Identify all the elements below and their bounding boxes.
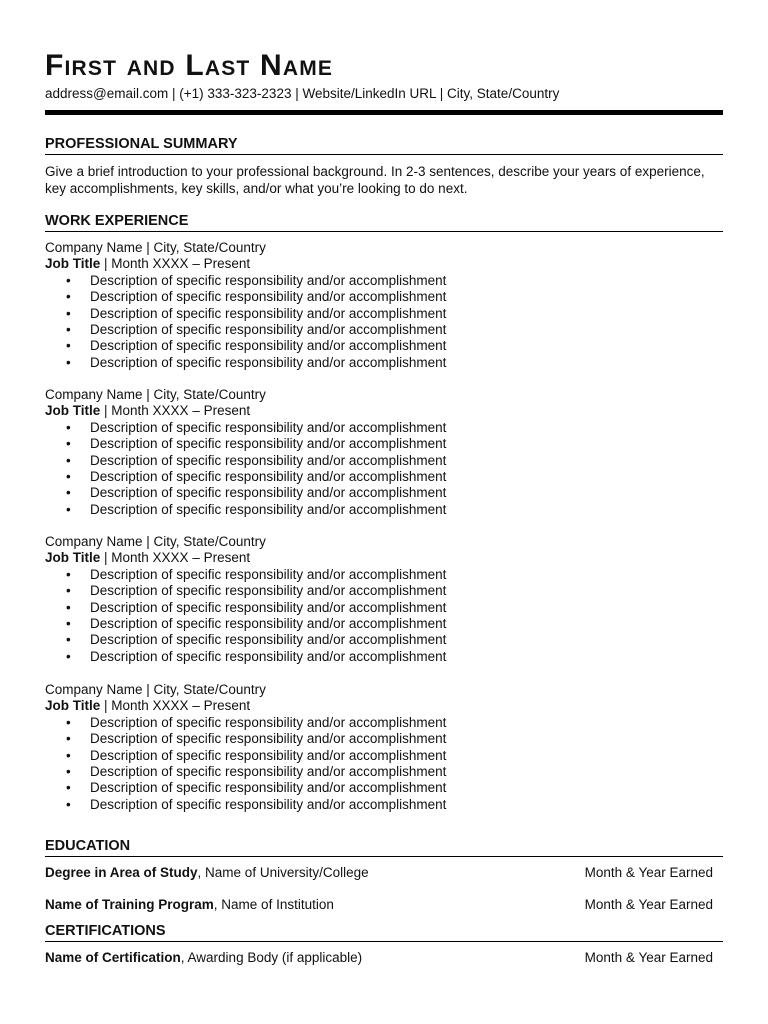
responsibility-list	[45, 567, 723, 665]
bullet-icon: •	[66, 485, 71, 501]
responsibility-list	[45, 715, 723, 813]
list-item-text: Description of specific responsibility and/or accomplishment	[90, 305, 447, 321]
bullet-icon: •	[66, 599, 71, 615]
header-divider	[45, 110, 723, 115]
bullet-icon: •	[66, 566, 71, 582]
date-earned: Month & Year Earned	[584, 865, 713, 880]
company-line: Company Name | City, State/Country	[45, 682, 266, 697]
list-item	[45, 632, 723, 648]
job-title-line	[45, 550, 723, 566]
bullet-icon: •	[66, 289, 71, 305]
list-item	[45, 583, 723, 599]
list-item-text: Description of specific responsibility and/or accomplishment	[90, 485, 447, 501]
job-dates: | Month XXXX – Present	[100, 698, 251, 714]
job-title: Job Title	[45, 698, 101, 714]
bullet-icon: •	[66, 747, 71, 763]
list-item	[45, 616, 723, 632]
list-item	[45, 436, 723, 452]
awarding-body: , Awarding Body (if applicable)	[180, 950, 363, 965]
list-item	[45, 764, 723, 780]
section-heading-work-experience: WORK EXPERIENCE	[45, 212, 723, 232]
list-item-text: Description of specific responsibility and/or accomplishment	[90, 272, 447, 288]
list-item	[45, 322, 723, 338]
education-entry	[45, 864, 713, 882]
job-entry	[45, 682, 723, 813]
contact-line: address@email.com | (+1) 333-323-2323 | Website/LinkedIn URL | City, State/Country	[45, 86, 560, 101]
job-entry	[45, 240, 723, 371]
list-item	[45, 289, 723, 305]
bullet-icon: •	[66, 583, 71, 599]
list-item-text: Description of specific responsibility and/or accomplishment	[90, 780, 447, 796]
list-item	[45, 306, 723, 322]
list-item	[45, 649, 723, 665]
list-item-text: Description of specific responsibility and/or accomplishment	[90, 648, 447, 664]
institution-name: , Name of University/College	[197, 865, 369, 880]
responsibility-list	[45, 273, 723, 371]
bullet-icon: •	[66, 648, 71, 664]
list-item-text: Description of specific responsibility and/or accomplishment	[90, 469, 447, 485]
list-item	[45, 502, 723, 518]
list-item-text: Description of specific responsibility and/or accomplishment	[90, 616, 447, 632]
list-item	[45, 485, 723, 501]
bullet-icon: •	[66, 796, 71, 812]
list-item	[45, 273, 723, 289]
bullet-icon: •	[66, 452, 71, 468]
list-item-text: Description of specific responsibility and/or accomplishment	[90, 452, 447, 468]
institution-name: , Name of Institution	[213, 897, 334, 912]
list-item	[45, 453, 723, 469]
date-earned: Month & Year Earned	[584, 897, 713, 912]
bullet-icon: •	[66, 436, 71, 452]
list-item	[45, 567, 723, 583]
certification-entry	[45, 949, 713, 967]
bullet-icon: •	[66, 322, 71, 338]
job-title: Job Title	[45, 256, 101, 272]
list-item-text: Description of specific responsibility and/or accomplishment	[90, 747, 447, 763]
list-item	[45, 731, 723, 747]
bullet-icon: •	[66, 272, 71, 288]
bullet-icon: •	[66, 305, 71, 321]
list-item-text: Description of specific responsibility and/or accomplishment	[90, 501, 447, 517]
bullet-icon: •	[66, 731, 71, 747]
degree-name: Degree in Area of Study	[45, 865, 198, 880]
list-item	[45, 420, 723, 436]
bullet-icon: •	[66, 338, 71, 354]
section-heading-education: EDUCATION	[45, 837, 723, 857]
list-item-text: Description of specific responsibility and/or accomplishment	[90, 419, 447, 435]
company-line: Company Name | City, State/Country	[45, 387, 266, 402]
list-item-text: Description of specific responsibility and/or accomplishment	[90, 714, 447, 730]
bullet-icon: •	[66, 764, 71, 780]
bullet-icon: •	[66, 632, 71, 648]
education-entry	[45, 896, 713, 914]
list-item-text: Description of specific responsibility and/or accomplishment	[90, 289, 447, 305]
section-heading-summary: PROFESSIONAL SUMMARY	[45, 135, 723, 155]
list-item	[45, 355, 723, 371]
company-line: Company Name | City, State/Country	[45, 534, 266, 549]
bullet-icon: •	[66, 419, 71, 435]
bullet-icon: •	[66, 354, 71, 370]
list-item-text: Description of specific responsibility and/or accomplishment	[90, 796, 447, 812]
summary-line-2: key accomplishments, key skills, and/or what you’re looking to do next.	[45, 181, 468, 196]
certification-name: Name of Certification	[45, 950, 181, 965]
list-item	[45, 338, 723, 354]
bullet-icon: •	[66, 714, 71, 730]
list-item	[45, 600, 723, 616]
job-dates: | Month XXXX – Present	[100, 550, 251, 566]
list-item-text: Description of specific responsibility and/or accomplishment	[90, 436, 447, 452]
list-item	[45, 748, 723, 764]
program-name: Name of Training Program	[45, 897, 214, 912]
job-title: Job Title	[45, 403, 101, 419]
list-item-text: Description of specific responsibility and/or accomplishment	[90, 731, 447, 747]
list-item-text: Description of specific responsibility and/or accomplishment	[90, 632, 447, 648]
job-title: Job Title	[45, 550, 101, 566]
bullet-icon: •	[66, 501, 71, 517]
responsibility-list	[45, 420, 723, 518]
list-item	[45, 469, 723, 485]
list-item	[45, 780, 723, 796]
list-item-text: Description of specific responsibility and/or accomplishment	[90, 599, 447, 615]
job-title-line	[45, 698, 723, 714]
bullet-icon: •	[66, 616, 71, 632]
job-entry	[45, 534, 723, 665]
list-item	[45, 715, 723, 731]
job-entry	[45, 387, 723, 518]
list-item-text: Description of specific responsibility and/or accomplishment	[90, 764, 447, 780]
list-item-text: Description of specific responsibility and/or accomplishment	[90, 566, 447, 582]
job-title-line	[45, 403, 723, 419]
candidate-name: First and Last Name	[45, 49, 334, 82]
company-line: Company Name | City, State/Country	[45, 240, 266, 255]
list-item-text: Description of specific responsibility and/or accomplishment	[90, 354, 447, 370]
bullet-icon: •	[66, 469, 71, 485]
summary-line-1: Give a brief introduction to your professional background. In 2-3 sentences, describe your years of experience,	[45, 164, 705, 179]
job-title-line	[45, 256, 723, 272]
date-earned: Month & Year Earned	[584, 950, 713, 965]
job-dates: | Month XXXX – Present	[100, 256, 251, 272]
bullet-icon: •	[66, 780, 71, 796]
list-item-text: Description of specific responsibility and/or accomplishment	[90, 322, 447, 338]
list-item	[45, 797, 723, 813]
list-item-text: Description of specific responsibility and/or accomplishment	[90, 583, 447, 599]
list-item-text: Description of specific responsibility and/or accomplishment	[90, 338, 447, 354]
section-heading-certifications: CERTIFICATIONS	[45, 922, 723, 942]
job-dates: | Month XXXX – Present	[100, 403, 251, 419]
